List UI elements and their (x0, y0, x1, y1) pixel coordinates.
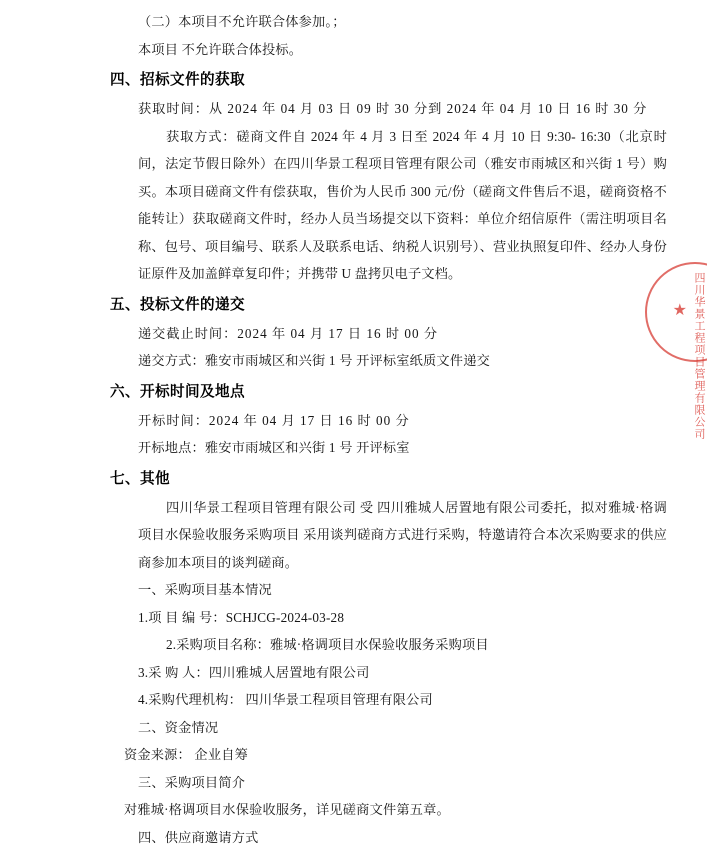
open-time-line: 开标时间：2024 年 04 月 17 日 16 时 00 分 (110, 407, 667, 435)
consortium-line-2-text: 本项目 不允许联合体投标。 (138, 42, 302, 57)
heading-section-seven: 七、其他 (110, 464, 667, 494)
basic-info-item-1: 1.项 目 编 号：SCHJCG-2024-03-28 (110, 604, 667, 632)
basic-info-item-4: 4.采购代理机构： 四川华景工程项目管理有限公司 (110, 686, 667, 714)
basic-info-item-3: 3.采 购 人：四川雅城人居置地有限公司 (110, 659, 667, 687)
consortium-line-2 (110, 36, 667, 64)
acquire-time-line: 获取时间：从 2024 年 04 月 03 日 09 时 30 分到 2024 年 04 月 10 日 16 时 30 分 (110, 95, 667, 123)
funding-source-line: 资金来源： 企业自筹 (110, 741, 667, 769)
submit-method-line: 递交方式：雅安市雨城区和兴街 1 号 开评标室纸质文件递交 (110, 347, 667, 375)
other-paragraph: 四川华景工程项目管理有限公司 受 四川雅城人居置地有限公司委托，拟对雅城·格调项目水保验收服务采购项目 采用谈判磋商方式进行采购，特邀请符合本次采购要求的供应商参加本项目的谈判磋商。 (110, 494, 667, 577)
basic-info-item-2: 2.采购项目名称：雅城·格调项目水保验收服务采购项目 (110, 631, 667, 659)
heading-section-four: 四、招标文件的获取 (110, 65, 667, 95)
subheading-funding: 二、资金情况 (110, 714, 667, 742)
consortium-line-1: （二）本项目不允许联合体参加。； (110, 8, 667, 36)
subheading-intro: 三、采购项目简介 (110, 769, 667, 797)
acquire-method-paragraph: 获取方式：磋商文件自 2024 年 4 月 3 日至 2024 年 4 月 10 日 9:30- 16:30（北京时间，法定节假日除外）在四川华景工程项目管理有限公司（雅安市雨城区和兴街 1 号）购买。本项目磋商文件有偿获取，售价为人民币 300 元/份（磋商文件售后不退，磋商资格不能转让）获取磋商文件时，经办人员当场提交以下资料：单位介绍信原件（需注明项目名称、包号、项目编号、联系人及联系电话、纳税人识别号）、营业执照复印件、经办人身份证原件及加盖鲜章复印件；并携带 U 盘拷贝电子文档。 (110, 123, 667, 288)
submit-deadline-line: 递交截止时间：2024 年 04 月 17 日 16 时 00 分 (110, 320, 667, 348)
subheading-invite: 四、供应商邀请方式 (110, 824, 667, 851)
open-place-line: 开标地点：雅安市雨城区和兴街 1 号 开评标室 (110, 434, 667, 462)
heading-section-five: 五、投标文件的递交 (110, 290, 667, 320)
intro-line: 对雅城·格调项目水保验收服务，详见磋商文件第五章。 (110, 796, 667, 824)
subheading-basic-info: 一、采购项目基本情况 (110, 576, 667, 604)
heading-section-six: 六、开标时间及地点 (110, 377, 667, 407)
red-seal-text: 四川华景工程项目管理有限公司 (665, 272, 705, 440)
red-seal-star-icon: ★ (673, 300, 687, 320)
